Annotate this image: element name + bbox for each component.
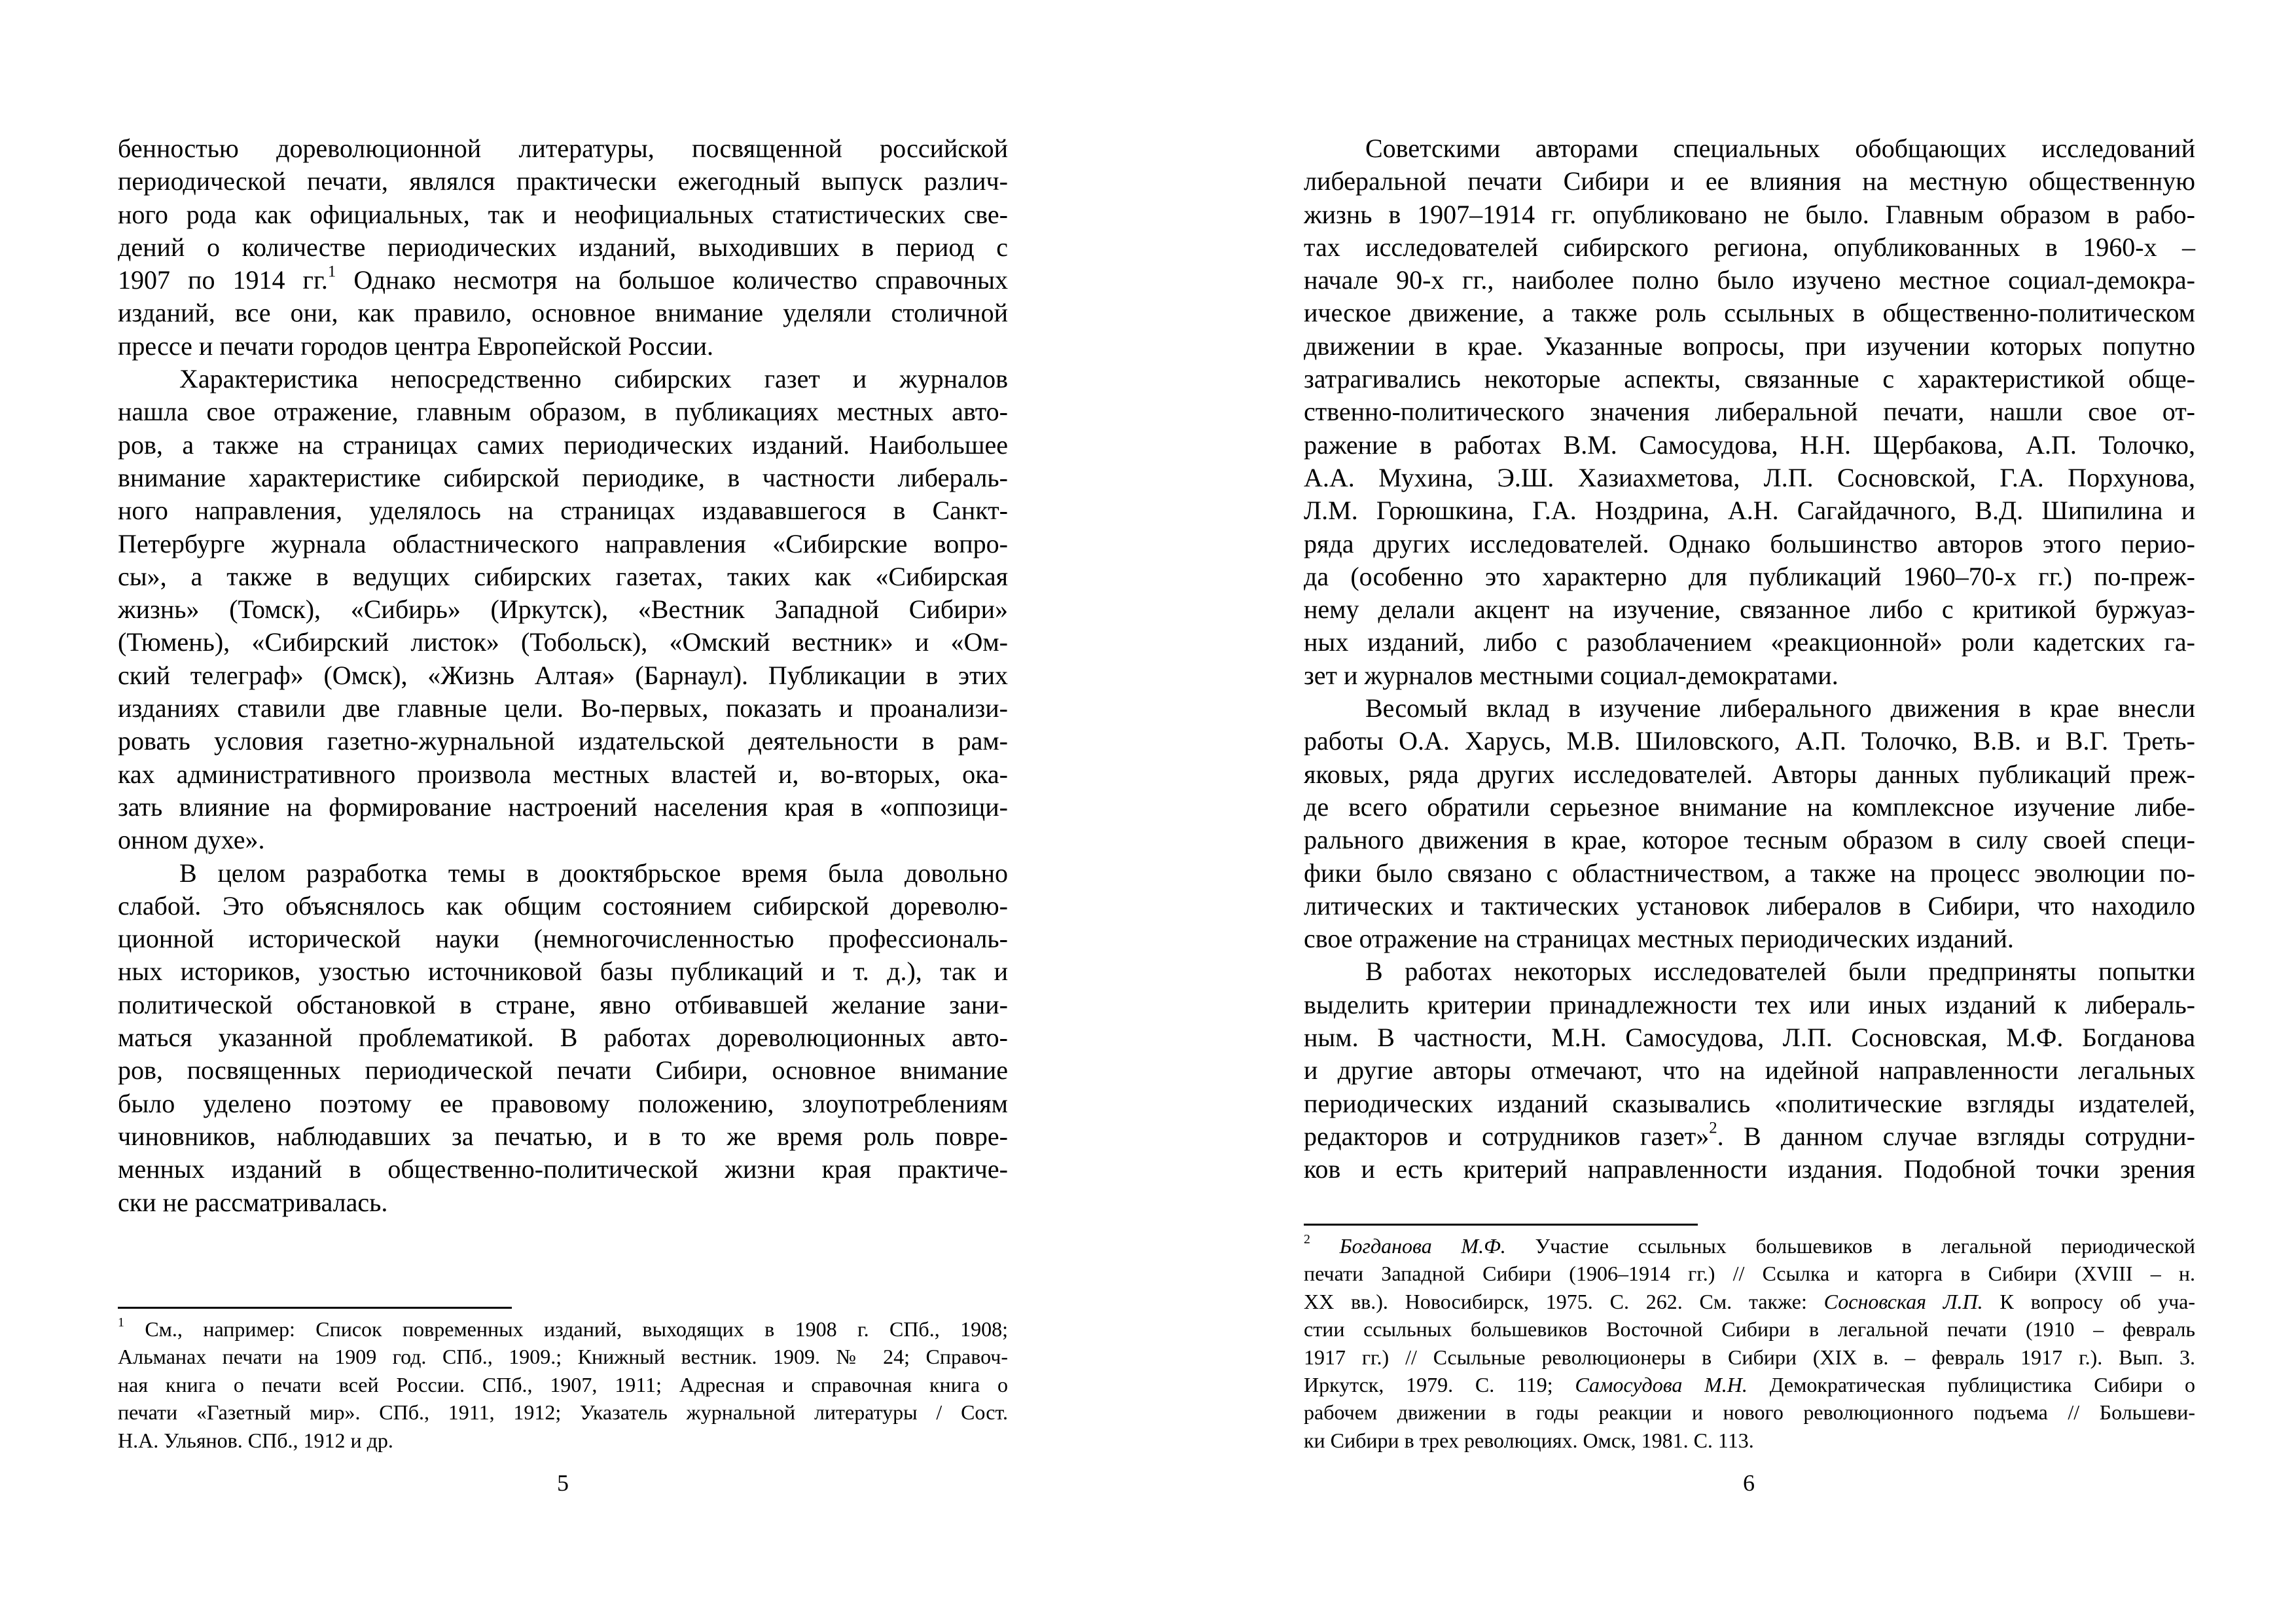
footnote-line: рабочем движении в годы реакции и нового революционного подъема // Большеви- — [1304, 1400, 2195, 1425]
paragraph-first-line: Весомый вклад в изучение либерального движения в крае внесли — [1365, 693, 2195, 723]
footnote-line: ная книга о печати всей России. СПб., 1907, 1911; Адресная и справочная книга о — [118, 1372, 1008, 1396]
text-fragment: К вопросу об уча- — [1982, 1289, 2196, 1313]
text-line: сы», а также в ведущих сибирских газетах, таких как «Сибирская — [118, 561, 1008, 591]
text-line: бенностью дореволюционной литературы, посвященной российской — [118, 134, 1008, 163]
footnote-line — [118, 1315, 1008, 1343]
text-line: либеральной печати Сибири и ее влияния на местную общественную — [1304, 166, 2195, 196]
text-line: дений о количестве периодических изданий, выходивших в период с — [118, 232, 1008, 262]
text-line: движении в крае. Указанные вопросы, при изучении которых попутно — [1304, 331, 2195, 361]
text-line: нему делали акцент на изучение, связанное либо с критикой буржуаз- — [1304, 594, 2195, 625]
text-line: ражение в работах В.М. Самосудова, Н.Н. Щербакова, А.П. Толочко, — [1304, 429, 2195, 460]
text-line: ровать условия газетно-журнальной издательской деятельности в рам- — [118, 726, 1008, 756]
footnote-line: печати «Газетный мир». СПб., 1911, 1912; Указатель журнальной литературы / Сост. — [118, 1400, 1008, 1425]
text-line: ров, а также на страницах самих периодических изданий. Наибольшее — [118, 429, 1008, 460]
text-line — [1304, 1120, 2195, 1153]
paragraph-first-line: В целом разработка темы в дооктябрьское время была довольно — [179, 858, 1008, 888]
text-line: ках административного произвола местных властей и, во-вторых, ока- — [118, 759, 1008, 789]
footnote-line: печати Западной Сибири (1906–1914 гг.) // Ссылка и каторга в Сибири (XVIII – н. — [1304, 1262, 2195, 1286]
text-line: ного рода как официальных, так и неофициальных статистических све- — [118, 199, 1008, 229]
text-line: внимание характеристике сибирской периодике, в частности либераль- — [118, 462, 1008, 492]
text-line: затрагивались некоторые аспекты, связанные с характеристикой обще- — [1304, 364, 2195, 394]
text-line: чиновников, наблюдавших за печатью, и в то же время роль повре- — [118, 1121, 1008, 1151]
left-page-body — [118, 132, 1008, 1219]
text-line: ров, посвященных периодической печати Сибири, основное внимание — [118, 1055, 1008, 1085]
footnote-reference-1: 1 — [327, 263, 336, 281]
footnote-separator — [1304, 1224, 1698, 1226]
footnote-reference-2: 2 — [1709, 1119, 1717, 1137]
text-fragment: XX вв.). Новосибирск, 1975. С. 262. См. также: — [1304, 1289, 1824, 1313]
footnote-marker: 1 — [118, 1315, 124, 1330]
text-line: Петербурге журнала областнического направления «Сибирские вопро- — [118, 528, 1008, 558]
text-fragment: . В данном случае взгляды сотрудни- — [1717, 1121, 2195, 1151]
text-line: тах исследователей сибирского региона, опубликованных в 1960-х – — [1304, 232, 2195, 262]
text-line: литических и тактических установок либералов в Сибири, что находило — [1304, 890, 2195, 921]
text-line: свое отражение на страницах местных периодических изданий. — [1304, 924, 2014, 954]
footnote-separator — [118, 1307, 512, 1309]
text-line: ным. В частности, М.Н. Самосудова, Л.П. Сосновская, М.Ф. Богданова — [1304, 1023, 2195, 1053]
text-line: ическое движение, а также роль ссыльных в общественно-политическом — [1304, 298, 2195, 328]
footnote-line: стии ссыльных большевиков Восточной Сибири в легальной печати (1910 – февраль — [1304, 1317, 2195, 1341]
text-fragment: Иркутск, 1979. С. 119; — [1304, 1373, 1575, 1397]
author-name: Самосудова М.Н. — [1575, 1373, 1748, 1397]
footnote-marker: 2 — [1304, 1232, 1310, 1247]
paragraph-first-line: Советскими авторами специальных обобщающих исследований — [1365, 134, 2195, 163]
text-line: ционной исторической науки (немногочисленностью профессиональ- — [118, 924, 1008, 954]
text-line: яковых, ряда других исследователей. Авторы данных публикаций преж- — [1304, 759, 2195, 789]
text-line: нашла свое отражение, главным образом, в публикациях местных авто- — [118, 397, 1008, 427]
text-fragment: 1907 по 1914 гг. — [118, 265, 328, 295]
text-line: ский телеграф» (Омск), «Жизнь Алтая» (Барнаул). Публикации в этих — [118, 660, 1008, 690]
footnote-line: 1917 гг.) // Ссыльные революционеры в Сибири (XIX в. – февраль 1917 г.). Вып. 3. — [1304, 1345, 2195, 1369]
text-line: прессе и печати городов центра Европейской России. — [118, 331, 713, 361]
text-line: Л.М. Горюшкина, Г.А. Ноздрина, А.Н. Сагайдачного, В.Д. Шипилина и — [1304, 496, 2195, 526]
footnote-2 — [1304, 1232, 2195, 1454]
page-number: 5 — [557, 1470, 569, 1496]
text-fragment — [1310, 1234, 1340, 1258]
text-line: ственно-политического значения либеральной печати, нашли свое от- — [1304, 397, 2195, 427]
text-line: жизнь» (Томск), «Сибирь» (Иркутск), «Вестник Западной Сибири» — [118, 594, 1008, 625]
text-line: зать влияние на формирование настроений населения края в «оппозици- — [118, 792, 1008, 822]
text-line: периодической печати, являлся практически ежегодный выпуск различ- — [118, 166, 1008, 196]
paragraph-first-line: Характеристика непосредственно сибирских газет и журналов — [179, 364, 1008, 394]
footnote-line: Н.А. Ульянов. СПб., 1912 и др. — [118, 1428, 393, 1452]
text-line: А.А. Мухина, Э.Ш. Хазиахметова, Л.П. Сосновской, Г.А. Порхунова, — [1304, 462, 2195, 492]
text-line: маться указанной проблематикой. В работах дореволюционных авто- — [118, 1023, 1008, 1053]
text-line: изданиях ставили две главные цели. Во-первых, показать и проанализи- — [118, 693, 1008, 723]
footnote-line — [1304, 1232, 2195, 1260]
paragraph-first-line: В работах некоторых исследователей были предприняты попытки — [1365, 957, 2195, 987]
text-fragment: Демократическая публицистика Сибири о — [1747, 1373, 2196, 1397]
text-line: было уделено поэтому ее правовому положению, злоупотреблениям — [118, 1088, 1008, 1118]
footnote-line: ки Сибири в трех революциях. Омск, 1981. С. 113. — [1304, 1428, 1754, 1452]
text-line: фики было связано с областничеством, а также на процесс эволюции по- — [1304, 858, 2195, 888]
text-fragment: См., например: Список повременных изданий, выходящих в 1908 г. СПб., 1908; — [124, 1317, 1008, 1341]
text-line: да (особенно это характерно для публикаций 1960–70-х гг.) по-преж- — [1304, 561, 2195, 591]
footnote-1 — [118, 1315, 1008, 1454]
right-page — [1148, 0, 2296, 1623]
text-line: изданий, все они, как правило, основное внимание уделяли столичной — [118, 298, 1008, 328]
text-line: ски не рассматривалась. — [118, 1187, 388, 1217]
author-name: Сосновская Л.П. — [1823, 1289, 1983, 1313]
text-fragment: Участие ссыльных большевиков в легальной периодической — [1505, 1234, 2196, 1258]
text-line: ных историков, узостью источниковой базы публикаций и т. д.), так и — [118, 957, 1008, 987]
text-line: де всего обратили серьезное внимание на комплексное изучение либе- — [1304, 792, 2195, 822]
text-line — [118, 264, 1008, 297]
text-line: ных изданий, либо с разоблачением «реакционной» роли кадетских га- — [1304, 627, 2195, 657]
footnote-line: Альманах печати на 1909 год. СПб., 1909.; Книжный вестник. 1909. № 24; Справоч- — [118, 1345, 1008, 1369]
text-line: работы О.А. Харусь, М.В. Шиловского, А.П. Толочко, В.В. и В.Г. Треть- — [1304, 726, 2195, 756]
text-fragment: Однако несмотря на большое количество справочных — [336, 265, 1008, 295]
text-line: ного направления, уделялось на страницах издававшегося в Санкт- — [118, 496, 1008, 526]
text-line: политической обстановкой в стране, явно отбивавшей желание зани- — [118, 989, 1008, 1019]
text-line: менных изданий в общественно-политической жизни края практиче- — [118, 1154, 1008, 1184]
right-page-body — [1304, 132, 2195, 1186]
text-line: жизнь в 1907–1914 гг. опубликовано не было. Главным образом в рабо- — [1304, 199, 2195, 229]
page-number: 6 — [1743, 1470, 1755, 1496]
text-line: ков и есть критерий направленности издания. Подобной точки зрения — [1304, 1154, 2195, 1184]
text-line: начале 90-х гг., наиболее полно было изучено местное социал-демокра- — [1304, 265, 2195, 295]
text-line: и другие авторы отмечают, что на идейной направленности легальных — [1304, 1055, 2195, 1085]
text-fragment: редакторов и сотрудников газет» — [1304, 1121, 1710, 1151]
text-line: рального движения в крае, которое тесным образом в силу своей специ- — [1304, 825, 2195, 855]
author-name: Богданова М.Ф. — [1339, 1234, 1506, 1258]
text-line: слабой. Это объяснялось как общим состоянием сибирской дореволю- — [118, 890, 1008, 921]
text-line: ряда других исследователей. Однако большинство авторов этого перио- — [1304, 528, 2195, 558]
text-line: зет и журналов местными социал-демократами. — [1304, 660, 1839, 690]
text-line: онном духе». — [118, 825, 265, 855]
text-line: выделить критерии принадлежности тех или иных изданий к либераль- — [1304, 989, 2195, 1019]
text-line: периодических изданий сказывались «политические взгляды издателей, — [1304, 1088, 2195, 1118]
footnote-line — [1304, 1288, 2195, 1315]
footnote-line — [1304, 1371, 2195, 1398]
text-line: (Тюмень), «Сибирский листок» (Тобольск), «Омский вестник» и «Ом- — [118, 627, 1008, 657]
